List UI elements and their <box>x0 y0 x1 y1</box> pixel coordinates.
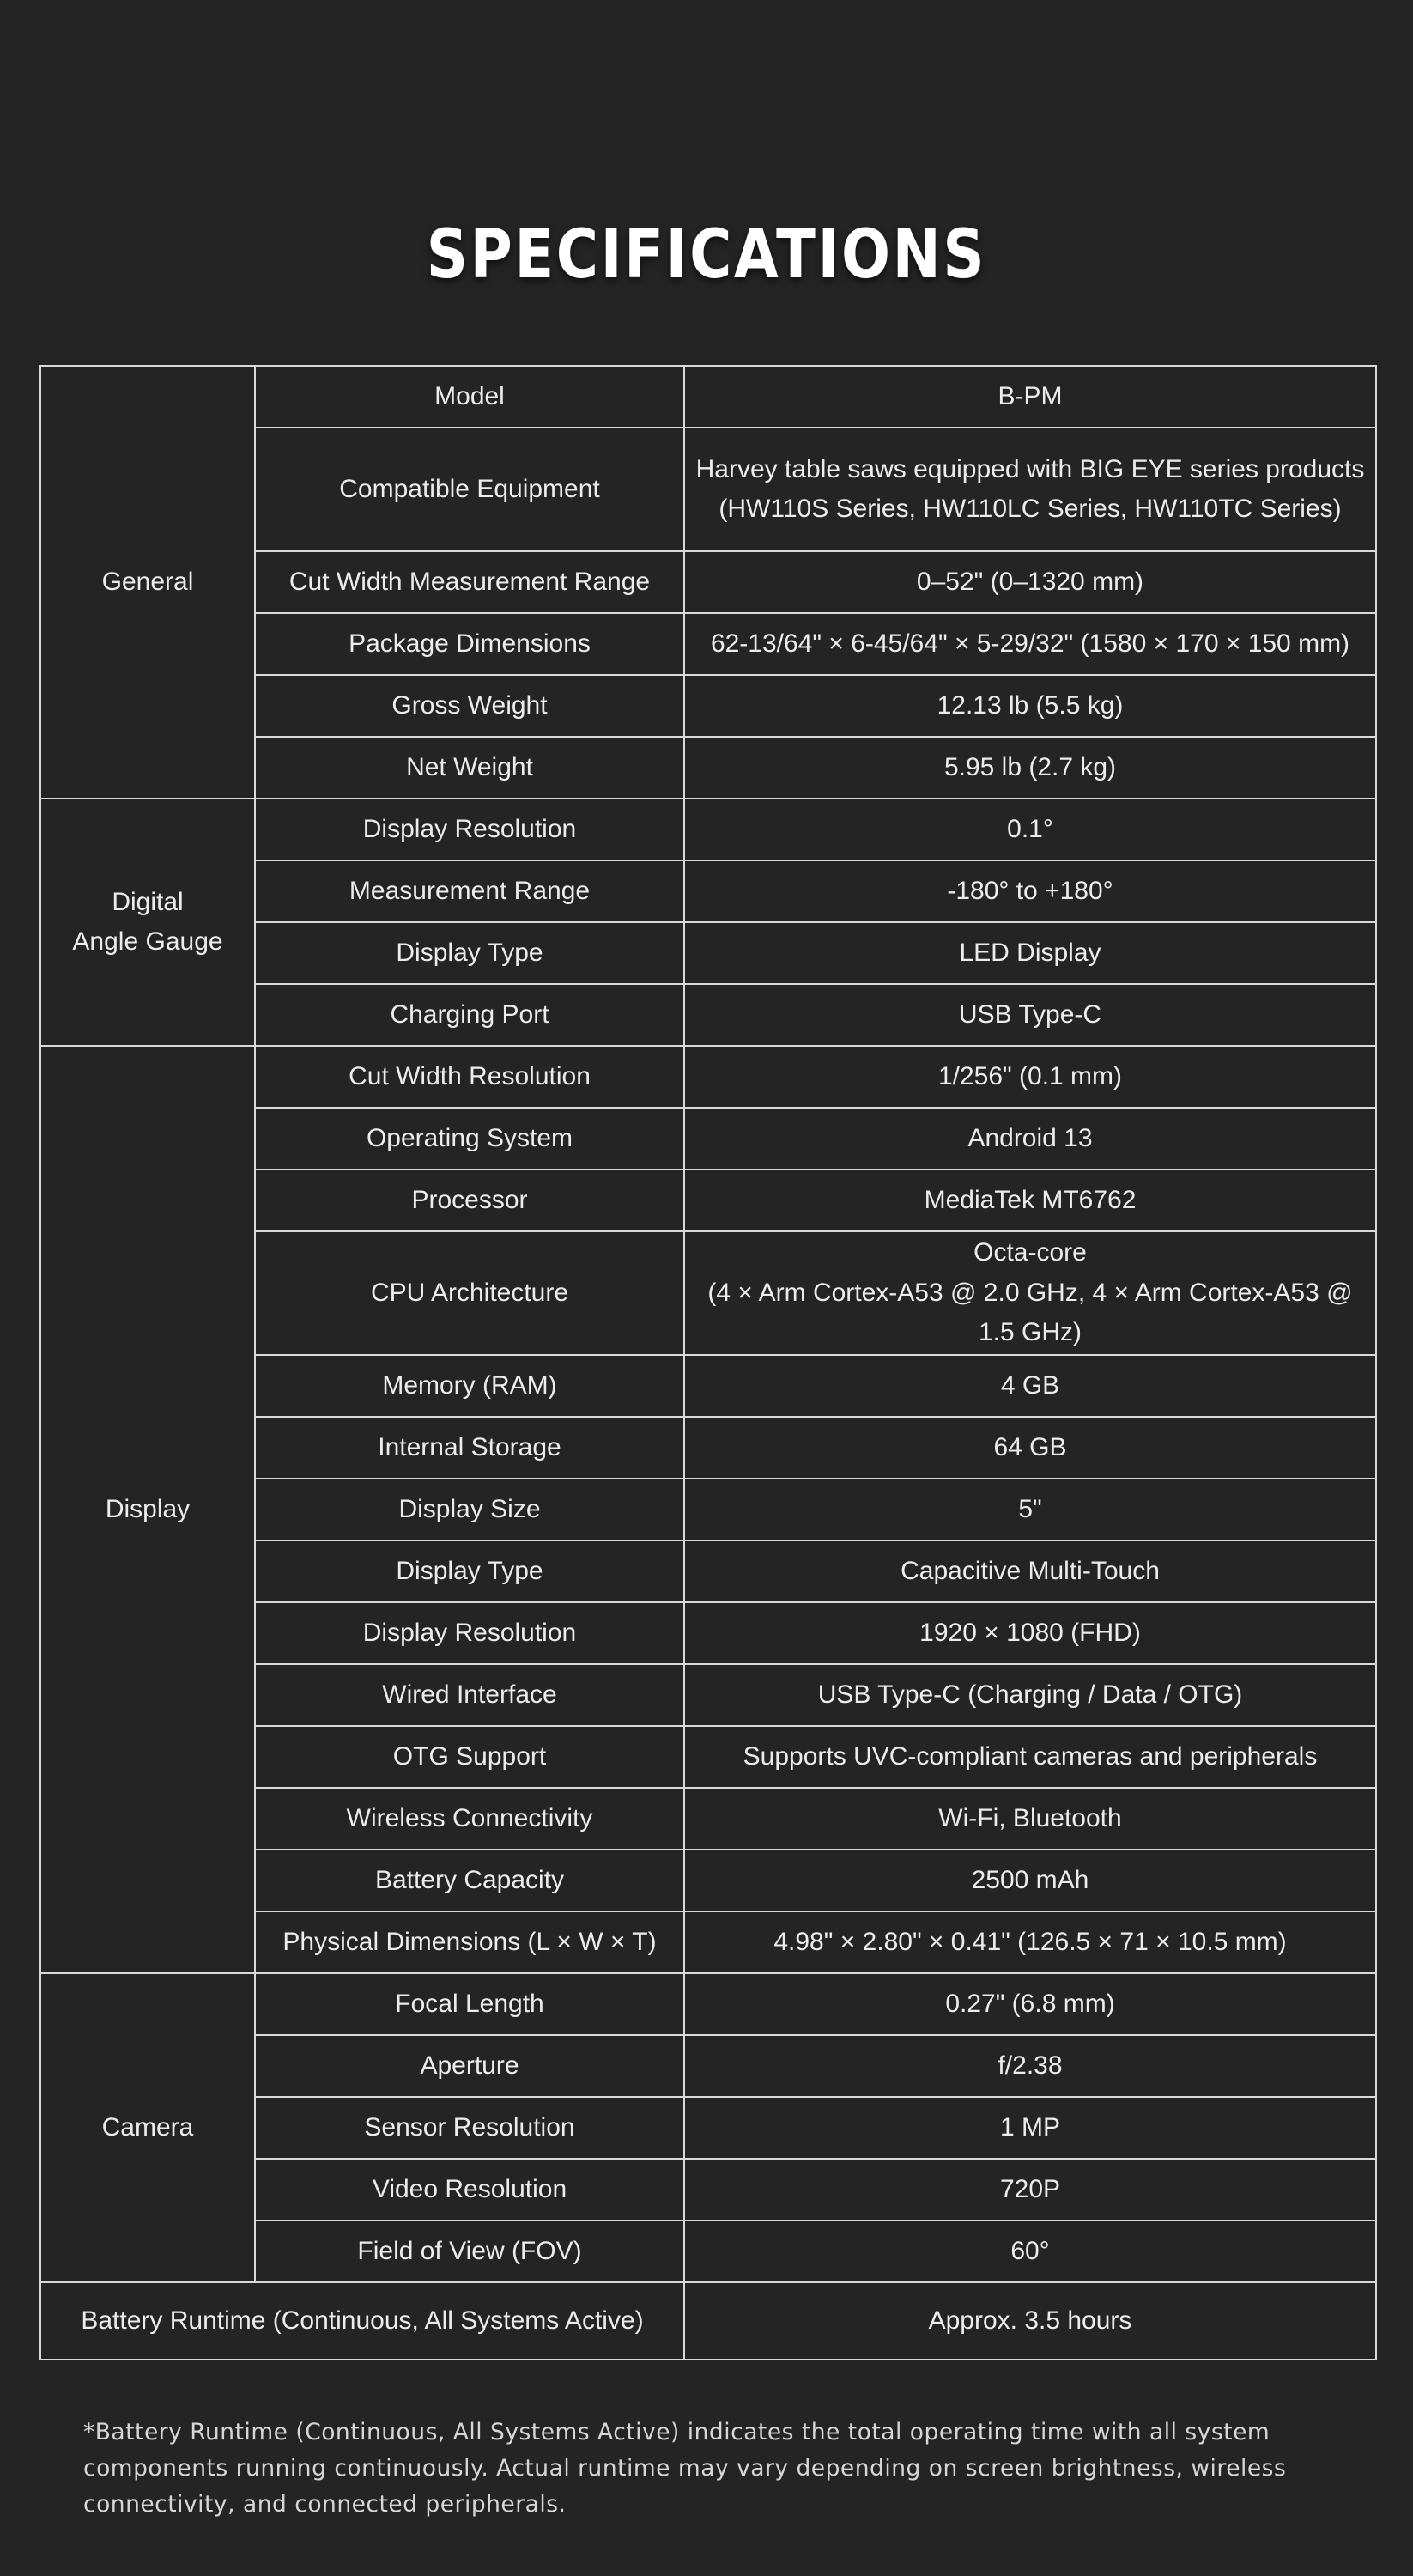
battery-runtime-label: Battery Runtime (Continuous, All Systems Active) <box>40 2282 684 2360</box>
spec-label: Memory (RAM) <box>255 1355 684 1417</box>
spec-label: Field of View (FOV) <box>255 2221 684 2282</box>
spec-label: Sensor Resolution <box>255 2097 684 2159</box>
spec-value-line: Harvey table saws equipped with BIG EYE series products <box>695 454 1365 483</box>
spec-label: Operating System <box>255 1108 684 1170</box>
spec-value-line: (4 × Arm Cortex-A53 @ 2.0 GHz, 4 × Arm Cortex-A53 @ 1.5 GHz) <box>707 1278 1353 1347</box>
category-label-line: Angle Gauge <box>72 927 223 956</box>
spec-label: Gross Weight <box>255 675 684 737</box>
spec-value: 1/256" (0.1 mm) <box>684 1046 1376 1108</box>
spec-label: Net Weight <box>255 737 684 799</box>
spec-value: 5.95 lb (2.7 kg) <box>684 737 1376 799</box>
specifications-table <box>39 365 1377 2360</box>
spec-label: Package Dimensions <box>255 613 684 675</box>
spec-label: Display Resolution <box>255 799 684 860</box>
spec-value: 2500 mAh <box>684 1850 1376 1911</box>
spec-label: Display Type <box>255 922 684 984</box>
spec-value: Android 13 <box>684 1108 1376 1170</box>
spec-value: Capacitive Multi-Touch <box>684 1540 1376 1602</box>
spec-value: USB Type-C (Charging / Data / OTG) <box>684 1664 1376 1726</box>
spec-value: 720P <box>684 2159 1376 2221</box>
spec-value: 0.1° <box>684 799 1376 860</box>
spec-value: 64 GB <box>684 1417 1376 1479</box>
table-row <box>40 799 1376 860</box>
spec-value-line: (HW110S Series, HW110LC Series, HW110TC Series) <box>719 495 1342 523</box>
spec-value: USB Type-C <box>684 984 1376 1046</box>
spec-value: 62-13/64" × 6-45/64" × 5-29/32" (1580 × 170 × 150 mm) <box>684 613 1376 675</box>
spec-label: Display Resolution <box>255 1602 684 1664</box>
footnote: *Battery Runtime (Continuous, All Systems Active) indicates the total operating time with all system components running continuously. Actual runtime may vary depending on screen brightness, wireless connectivity, and connected peripherals. <box>83 2419 1287 2518</box>
spec-value <box>684 428 1376 551</box>
spec-value: Supports UVC-compliant cameras and peripherals <box>684 1726 1376 1788</box>
spec-label: Physical Dimensions (L × W × T) <box>255 1911 684 1973</box>
category-general: General <box>40 366 255 799</box>
spec-value: 60° <box>684 2221 1376 2282</box>
spec-label: Focal Length <box>255 1973 684 2035</box>
spec-value: 0–52" (0–1320 mm) <box>684 551 1376 613</box>
spec-label: Battery Capacity <box>255 1850 684 1911</box>
spec-value: 1 MP <box>684 2097 1376 2159</box>
spec-value: 5" <box>684 1479 1376 1540</box>
spec-label: Aperture <box>255 2035 684 2097</box>
spec-label: Compatible Equipment <box>255 428 684 551</box>
spec-label: Measurement Range <box>255 860 684 922</box>
category-display: Display <box>40 1046 255 1973</box>
spec-value: 0.27" (6.8 mm) <box>684 1973 1376 2035</box>
spec-value <box>684 1231 1376 1355</box>
page-title: SPECIFICATIONS <box>426 216 987 294</box>
spec-label: Display Type <box>255 1540 684 1602</box>
spec-label: Processor <box>255 1170 684 1231</box>
spec-label: Cut Width Measurement Range <box>255 551 684 613</box>
spec-label: Internal Storage <box>255 1417 684 1479</box>
table-row <box>40 366 1376 428</box>
spec-label: Cut Width Resolution <box>255 1046 684 1108</box>
spec-value: 4 GB <box>684 1355 1376 1417</box>
spec-value: LED Display <box>684 922 1376 984</box>
table-row <box>40 2282 1376 2360</box>
spec-label: Video Resolution <box>255 2159 684 2221</box>
spec-label: OTG Support <box>255 1726 684 1788</box>
spec-value: Wi-Fi, Bluetooth <box>684 1788 1376 1850</box>
spec-value-line: Octa-core <box>973 1238 1087 1267</box>
category-label-line: Digital <box>112 887 184 916</box>
spec-label: Model <box>255 366 684 428</box>
table-row <box>40 1973 1376 2035</box>
spec-label: Charging Port <box>255 984 684 1046</box>
category-camera: Camera <box>40 1973 255 2282</box>
table-row <box>40 1046 1376 1108</box>
spec-value: 1920 × 1080 (FHD) <box>684 1602 1376 1664</box>
spec-label: Display Size <box>255 1479 684 1540</box>
spec-value: f/2.38 <box>684 2035 1376 2097</box>
spec-label: Wired Interface <box>255 1664 684 1726</box>
spec-label: Wireless Connectivity <box>255 1788 684 1850</box>
spec-value: MediaTek MT6762 <box>684 1170 1376 1231</box>
spec-label: CPU Architecture <box>255 1231 684 1355</box>
spec-value: B-PM <box>684 366 1376 428</box>
battery-runtime-value: Approx. 3.5 hours <box>684 2282 1376 2360</box>
category-angle-gauge <box>40 799 255 1046</box>
spec-value: -180° to +180° <box>684 860 1376 922</box>
spec-value: 12.13 lb (5.5 kg) <box>684 675 1376 737</box>
spec-value: 4.98" × 2.80" × 0.41" (126.5 × 71 × 10.5 mm) <box>684 1911 1376 1973</box>
